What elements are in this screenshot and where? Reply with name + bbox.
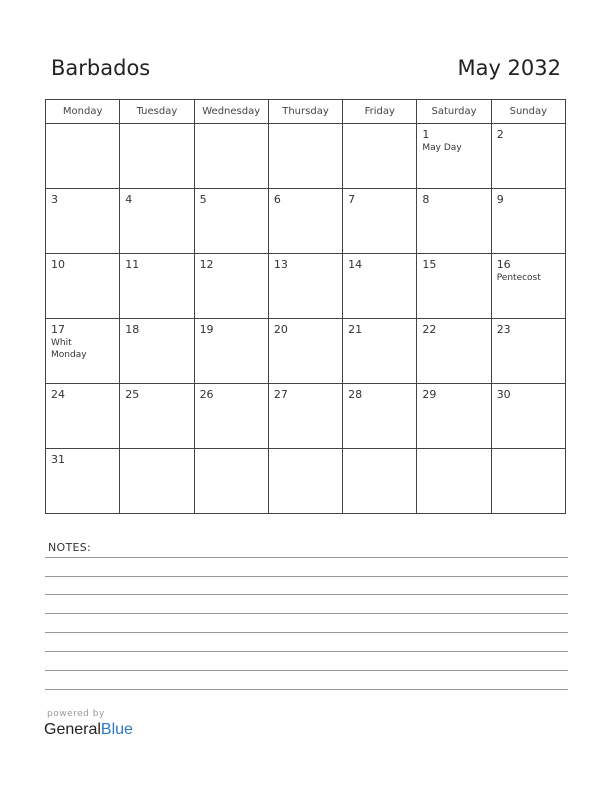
week-row xyxy=(46,189,566,254)
day-cell xyxy=(268,384,342,449)
weekday-sunday: Sunday xyxy=(491,100,565,124)
day-cell xyxy=(343,254,417,319)
day-cell xyxy=(120,254,194,319)
day-number: 13 xyxy=(273,258,288,271)
day-number: 24 xyxy=(51,388,65,401)
day-number: 17 xyxy=(51,323,65,336)
day-cell xyxy=(343,189,417,254)
day-number: 12 xyxy=(199,258,214,271)
weekday-thursday: Thursday xyxy=(268,100,342,124)
day-cell xyxy=(120,319,194,384)
day-cell xyxy=(417,449,491,514)
day-number: 19 xyxy=(199,323,214,336)
day-number: 16 xyxy=(496,258,511,271)
day-number: 15 xyxy=(422,258,437,271)
day-cell xyxy=(194,384,268,449)
day-cell xyxy=(268,124,342,189)
day-number: 20 xyxy=(273,323,288,336)
notes-line xyxy=(45,594,568,595)
day-number: 25 xyxy=(125,388,140,401)
notes-line xyxy=(45,576,568,577)
day-cell xyxy=(120,449,194,514)
notes-line xyxy=(45,613,568,614)
day-cell xyxy=(194,319,268,384)
day-cell xyxy=(343,384,417,449)
day-number: 30 xyxy=(496,388,511,401)
week-row xyxy=(46,449,566,514)
day-number: 14 xyxy=(348,258,363,271)
notes-line xyxy=(45,651,568,652)
day-cell xyxy=(417,254,491,319)
day-number: 28 xyxy=(348,388,363,401)
day-cell xyxy=(268,254,342,319)
weekday-tuesday: Tuesday xyxy=(120,100,194,124)
notes-line xyxy=(45,632,568,633)
day-cell xyxy=(491,189,565,254)
day-cell xyxy=(46,384,120,449)
day-number: 31 xyxy=(51,453,65,466)
day-cell xyxy=(46,254,120,319)
day-cell xyxy=(491,384,565,449)
day-number: 10 xyxy=(51,258,65,271)
weekday-monday: Monday xyxy=(46,100,120,124)
day-cell xyxy=(120,384,194,449)
day-cell xyxy=(491,124,565,189)
holiday-label: Pentecost xyxy=(496,273,541,283)
day-cell xyxy=(194,124,268,189)
day-cell xyxy=(343,319,417,384)
day-number: 18 xyxy=(125,323,140,336)
week-row xyxy=(46,384,566,449)
day-cell xyxy=(417,124,491,189)
day-number: 2 xyxy=(496,128,504,141)
country-title: Barbados xyxy=(51,56,151,80)
holiday-label: May Day xyxy=(422,143,462,153)
day-number: 23 xyxy=(496,323,511,336)
day-number: 9 xyxy=(496,193,504,206)
day-number: 27 xyxy=(273,388,288,401)
week-row xyxy=(46,319,566,384)
notes-line xyxy=(45,557,568,558)
day-cell xyxy=(268,189,342,254)
week-row xyxy=(46,254,566,319)
day-cell xyxy=(417,189,491,254)
powered-by-text: powered by xyxy=(47,709,105,719)
month-title: May 2032 xyxy=(457,56,561,80)
day-number: 1 xyxy=(422,128,430,141)
weekday-header-row xyxy=(46,100,566,124)
brand-logo xyxy=(44,721,133,739)
calendar-grid xyxy=(45,99,566,514)
day-cell xyxy=(268,449,342,514)
day-cell xyxy=(491,319,565,384)
day-number: 5 xyxy=(199,193,207,206)
day-cell xyxy=(268,319,342,384)
day-cell xyxy=(46,189,120,254)
holiday-label: Whit Monday xyxy=(51,338,87,360)
day-cell xyxy=(120,189,194,254)
weekday-saturday: Saturday xyxy=(417,100,491,124)
day-cell xyxy=(46,319,120,384)
day-number: 4 xyxy=(125,193,133,206)
day-number: 21 xyxy=(348,323,363,336)
day-cell xyxy=(46,449,120,514)
week-row xyxy=(46,124,566,189)
day-number: 29 xyxy=(422,388,437,401)
day-cell xyxy=(194,254,268,319)
day-cell xyxy=(417,319,491,384)
day-number: 11 xyxy=(125,258,140,271)
day-cell xyxy=(491,449,565,514)
day-cell xyxy=(491,254,565,319)
day-number: 3 xyxy=(51,193,58,206)
day-number: 26 xyxy=(199,388,214,401)
day-number: 7 xyxy=(348,193,356,206)
brand-name-part2: Blue xyxy=(100,721,133,738)
notes-label: NOTES: xyxy=(48,541,92,554)
notes-line xyxy=(45,689,568,690)
day-cell xyxy=(343,124,417,189)
notes-line xyxy=(45,670,568,671)
day-cell xyxy=(46,124,120,189)
day-cell xyxy=(194,449,268,514)
day-cell xyxy=(120,124,194,189)
day-number: 8 xyxy=(422,193,430,206)
day-cell xyxy=(194,189,268,254)
weekday-wednesday: Wednesday xyxy=(194,100,268,124)
weekday-friday: Friday xyxy=(343,100,417,124)
day-number: 22 xyxy=(422,323,437,336)
brand-name-part1: General xyxy=(44,721,101,738)
day-number: 6 xyxy=(273,193,281,206)
day-cell xyxy=(343,449,417,514)
day-cell xyxy=(417,384,491,449)
